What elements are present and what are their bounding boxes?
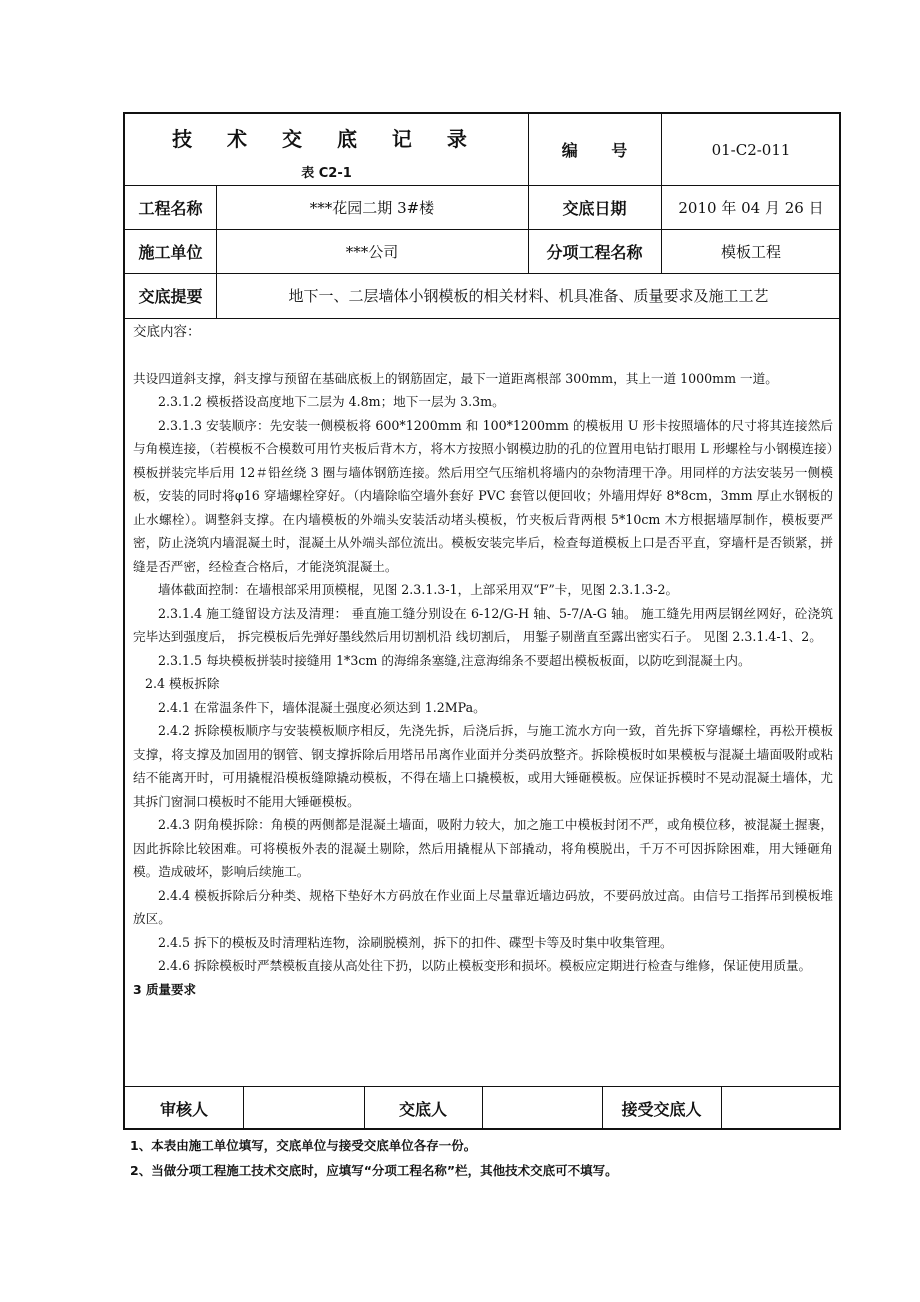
content-paragraph: 2.3.1.3 安装顺序：先安装一侧模板将 600*1200mm 和 100*1200mm 的模板用 U 形卡按照墙体的尺寸将其连接然后与角模连接，（若模板不合模数可用竹夹板后背木方，将木方按照小钢模边肋的孔的位置用电钻打眼用 L 形螺栓与小钢模连接）模板拼装完毕后用 12＃铅丝绕 3 圈与墙体钢筋连接。然后用空气压缩机将墙内的杂物清理干净。用同样的方法安装另一侧模板，安装的同时将φ16 穿墙螺栓穿好。（内墙除临空墙外套好 PVC 套管以便回收；外墙用焊好 8*8cm，3mm 厚止水钢板的止水螺栓）。调整斜支撑。在内墙模板的外端头安装活动堵头模板，竹夹板后背两根 5*10cm 木方根据墙厚制作，模板要严密，防止浇筑内墙混凝土时，混凝土从外端头部位流出。模板安装完毕后，检查每道模板上口是否平直，穿墙杆是否锁紧，拼缝是否严密，经检查合格后，才能浇筑混凝土。	[133, 417, 833, 574]
summary-label: 交底提要	[138, 287, 203, 306]
project-label: 工程名称	[138, 198, 203, 218]
content-paragraph: 2.4.5 拆下的模板及时清理粘连物，涂刷脱模剂，拆下的扣件、碟型卡等及时集中收集管理。	[158, 934, 673, 950]
subitem-value: 模板工程	[720, 242, 781, 261]
disclosure-content	[133, 319, 833, 1001]
form-header	[125, 114, 528, 185]
content-section-heading: 3 质量要求	[133, 981, 197, 997]
subitem-label: 分项工程名称	[546, 242, 643, 262]
reviewer-signature-field[interactable]	[243, 1086, 364, 1130]
content-paragraph: 墙体截面控制：在墙根部采用顶模棍，见图 2.3.1.3-1，上部采用双“F”卡，见图 2.3.1.3-2。	[158, 582, 679, 597]
receiver-label: 接受交底人	[621, 1099, 702, 1119]
discloser-signature-field[interactable]	[482, 1086, 602, 1130]
form-number: 表 C2-1	[301, 165, 352, 181]
number-label: 编 号	[561, 141, 628, 160]
note-item: 2、当做分项工程施工技术交底时，应填写“分项工程名称”栏，其他技术交底可不填写。	[130, 1163, 618, 1178]
content-paragraph: 2.4.6 拆除模板时严禁模板直接从高处往下扔，以防止模板变形和损坏。模板应定期进行检查与维修，保证使用质量。	[158, 958, 812, 973]
unit-label: 施工单位	[138, 242, 203, 262]
content-paragraph: 2.3.1.2 模板搭设高度地下二层为 4.8m；地下一层为 3.3m。	[158, 394, 505, 409]
disclosure-form	[123, 112, 841, 1130]
project-value: ***花园二期 3#楼	[309, 198, 435, 217]
content-section-heading: 2.4 模板拆除	[145, 676, 220, 691]
content-paragraph: 共设四道斜支撑，斜支撑与预留在基础底板上的钢筋固定，最下一道距离根部 300mm，其上一道 1000mm 一道。	[133, 370, 778, 386]
unit-value: ***公司	[345, 242, 399, 261]
content-paragraph: 2.4.4 模板拆除后分种类、规格下垫好木方码放在作业面上尽量靠近墙边码放，不要码放过高。由信号工指挥吊到模板堆放区。	[133, 887, 833, 926]
content-paragraph: 2.4.2 拆除模板顺序与安装模板顺序相反，先浇先拆，后浇后拆，与施工流水方向一致，首先拆下穿墙螺栓，再松开模板支撑，将支撑及加固用的钢管、钢支撑拆除后用塔吊吊离作业面并分类码放整齐。拆除模板时如果模板与混凝土墙面吸附或粘结不能离开时，可用撬棍沿模板缝隙撬动模板，不得在墙上口撬模板，或用大锤砸模板。应保证拆模时不晃动混凝土墙体，尤其拆门窗洞口模板时不能用大锤砸模板。	[133, 723, 833, 809]
form-title: 技 术 交 底 记 录	[172, 126, 481, 151]
receiver-signature-field[interactable]	[721, 1086, 841, 1130]
form-notes	[130, 1133, 618, 1183]
date-value: 2010 年 04 月 26 日	[678, 198, 824, 217]
discloser-label: 交底人	[398, 1099, 447, 1119]
reviewer-label: 审核人	[159, 1099, 208, 1119]
note-item: 1、本表由施工单位填写，交底单位与接受交底单位各存一份。	[130, 1138, 477, 1153]
summary-value: 地下一、二层墙体小钢模板的相关材料、机具准备、质量要求及施工工艺	[288, 287, 769, 305]
number-value: 01-C2-011	[711, 140, 791, 159]
content-paragraph: 2.3.1.4 施工缝留设方法及清理： 垂直施工缝分别设在 6-12/G-H 轴、5-7/A-G 轴。 施工缝先用两层钢丝网好，砼浇筑完毕达到强度后， 拆完模板后先弹好墨线然后用切割机沿 线切割后， 用錾子剔凿直至露出密实石子。 见图 2.3.1.4-1、2。	[133, 605, 833, 644]
content-paragraph: 2.4.3 阴角模拆除：角模的两侧都是混凝土墙面，吸附力较大，加之施工中模板封闭不严，或角模位移，被混凝土握裹，因此拆除比较困难。可将模板外表的混凝土剔除，然后用撬棍从下部撬动，将角模脱出，千万不可因拆除困难，用大锤砸角模。造成破坏，影响后续施工。	[133, 817, 833, 879]
content-heading: 交底内容：	[133, 324, 201, 340]
content-paragraph: 2.4.1 在常温条件下，墙体混凝土强度必须达到 1.2MPa。	[158, 699, 486, 715]
date-label: 交底日期	[562, 198, 627, 218]
content-paragraph: 2.3.1.5 每块模板拼装时接缝用 1*3cm 的海绵条塞缝,注意海绵条不要超出模板板面，以防吃到混凝土内。	[158, 652, 751, 668]
